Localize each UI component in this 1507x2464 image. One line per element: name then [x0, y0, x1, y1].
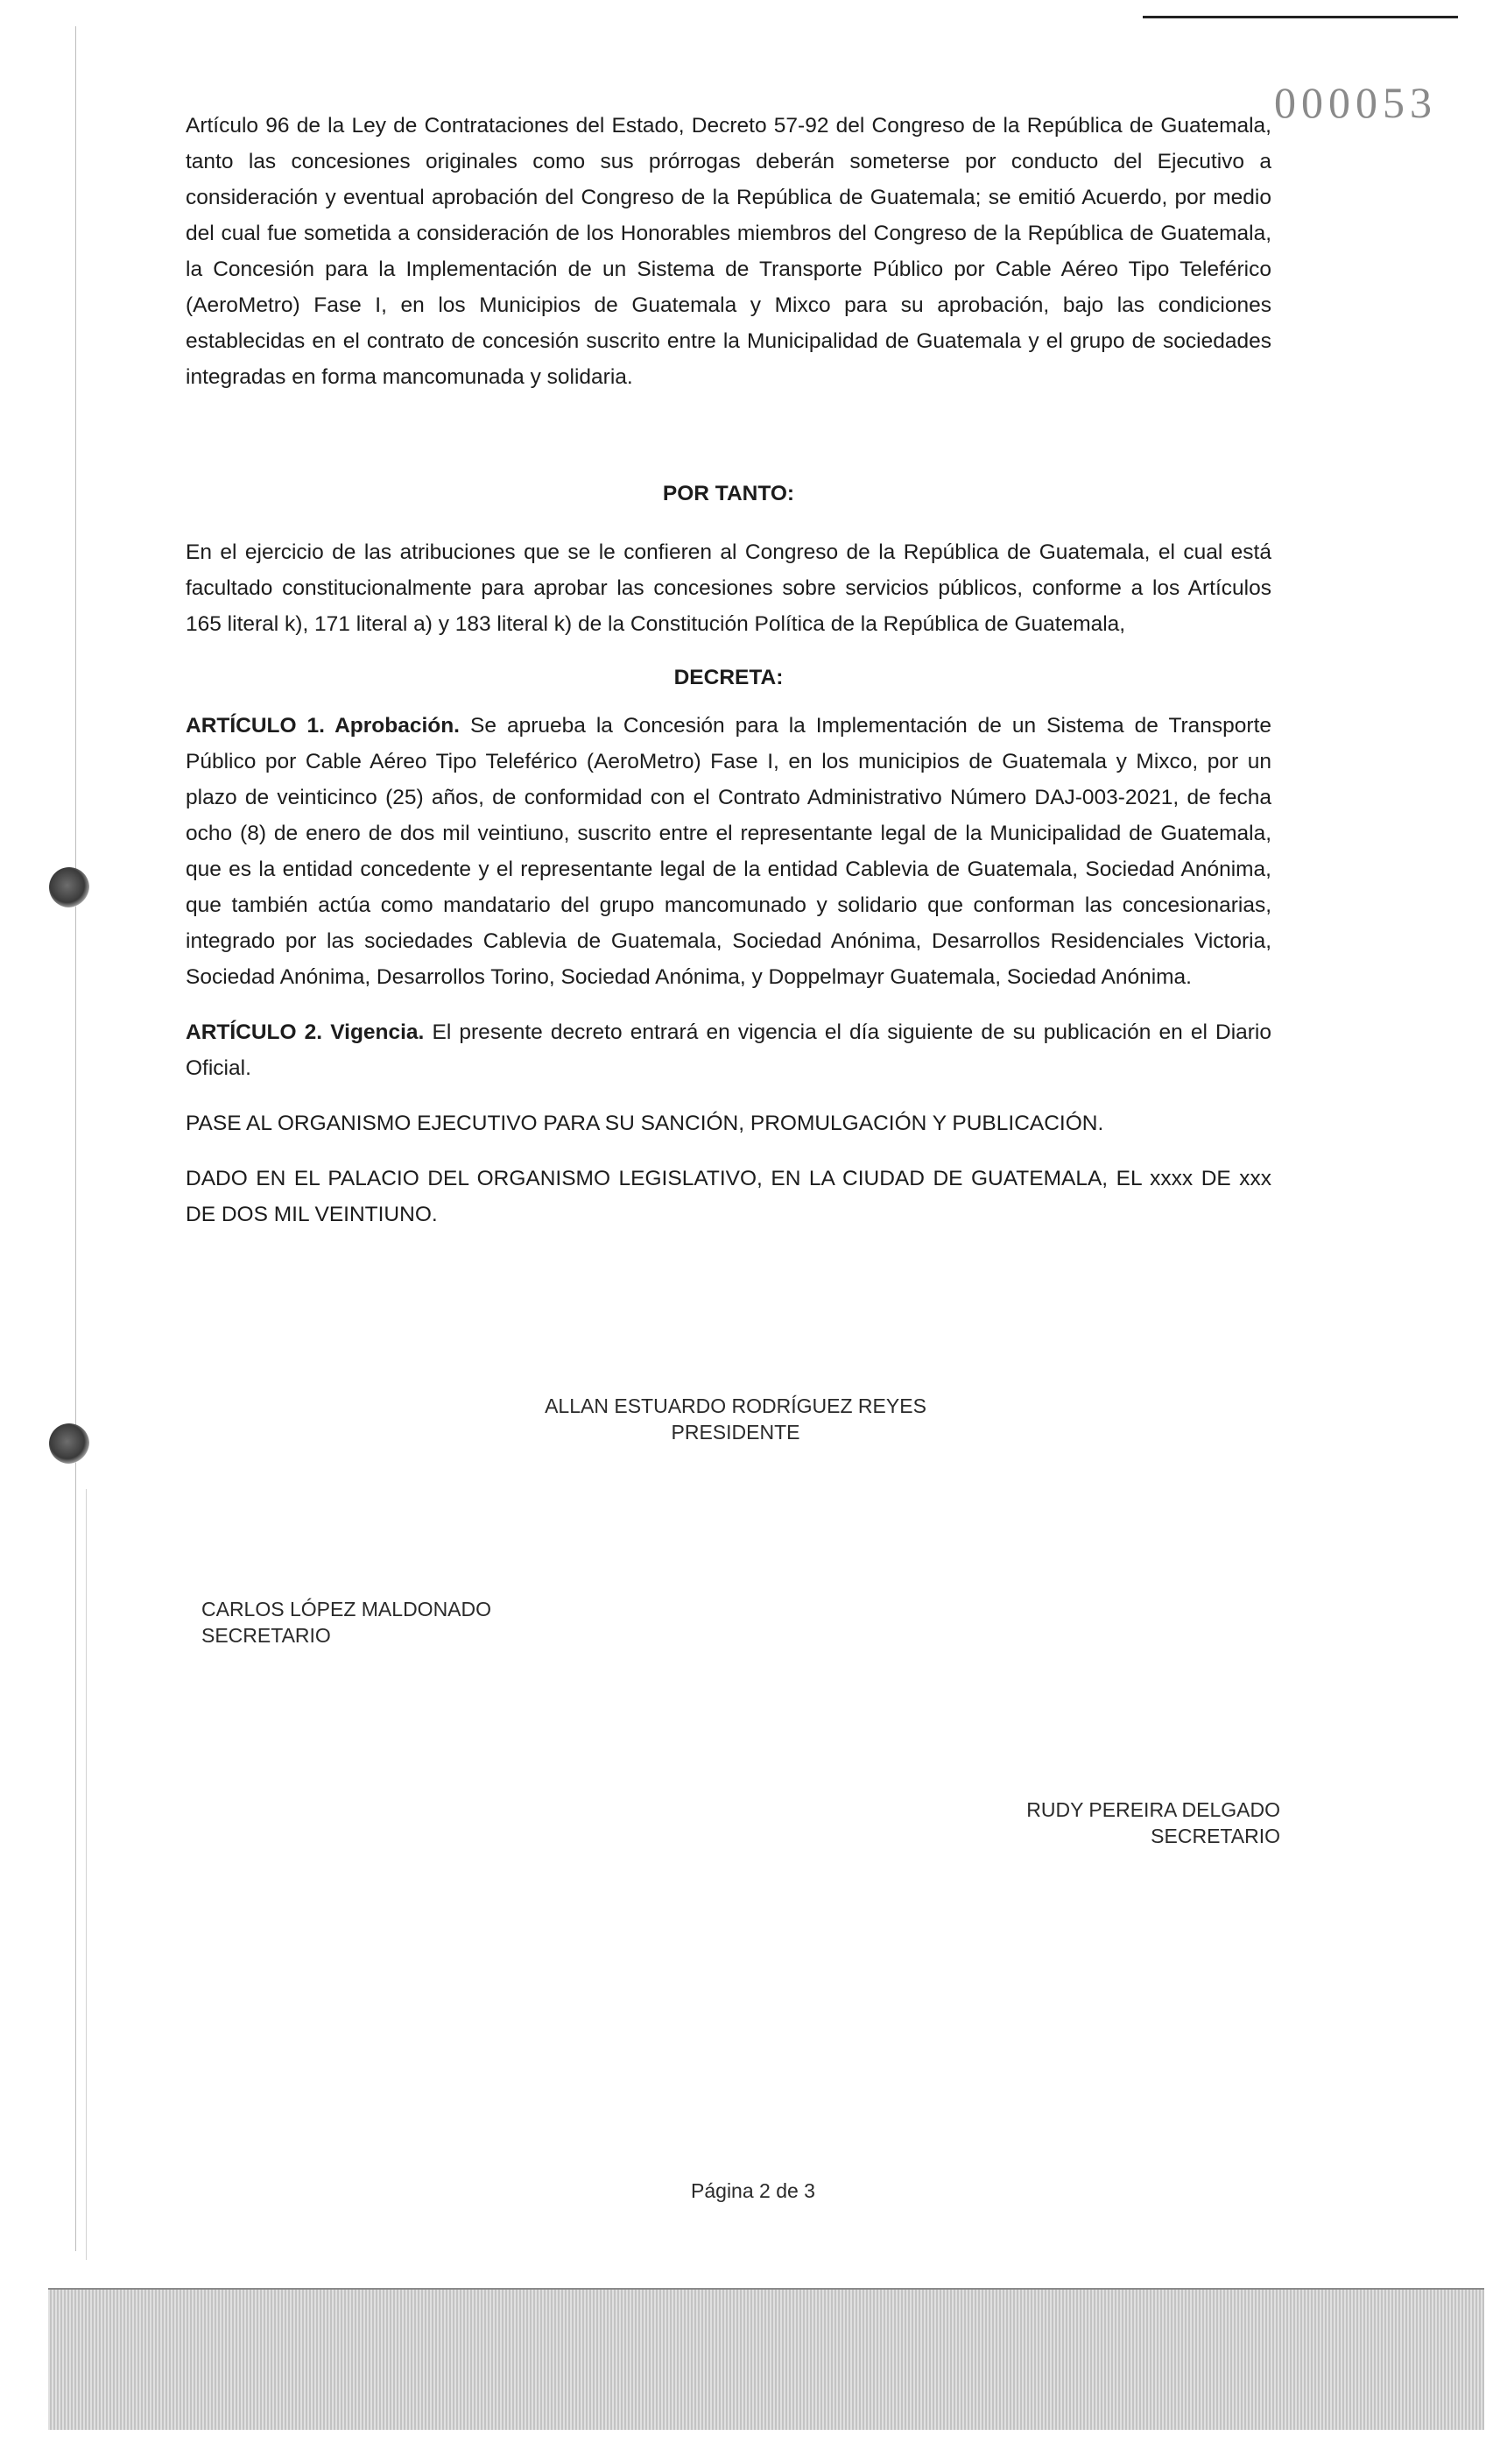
- article-2-text: El presente decreto entrará en vigencia el día siguiente de su publicación en el Diario Oficial.: [186, 1020, 1271, 1080]
- margin-line: [75, 26, 76, 2251]
- article-2: [186, 1014, 1271, 1086]
- pase-line: PASE AL ORGANISMO EJECUTIVO PARA SU SANCIÓN, PROMULGACIÓN Y PUBLICACIÓN.: [186, 1112, 1104, 1135]
- punch-hole-icon: [49, 1423, 89, 1464]
- top-rule: [1143, 16, 1458, 18]
- margin-line-secondary: [86, 1489, 87, 2260]
- president-title: PRESIDENTE: [671, 1421, 800, 1444]
- article-2-title: ARTÍCULO 2. Vigencia.: [186, 1020, 425, 1044]
- article-1-title: ARTÍCULO 1. Aprobación.: [186, 714, 460, 738]
- article-1: [186, 708, 1271, 995]
- dado-line: DADO EN EL PALACIO DEL ORGANISMO LEGISLATIVO, EN LA CIUDAD DE GUATEMALA, EL xxxx DE xxx DE DOS MIL VEINTIUNO.: [186, 1167, 1271, 1226]
- signature-secretary-right: [876, 1797, 1280, 1849]
- por-tanto-heading: POR TANTO:: [662, 482, 795, 505]
- president-name: ALLAN ESTUARDO RODRÍGUEZ REYES: [545, 1394, 926, 1417]
- secretary-right-title: SECRETARIO: [1151, 1825, 1280, 1847]
- secretary-left-name: CARLOS LÓPEZ MALDONADO: [201, 1598, 492, 1620]
- intro-paragraph: Artículo 96 de la Ley de Contrataciones del Estado, Decreto 57-92 del Congreso de la República de Guatemala, tanto las concesiones originales como sus prórrogas deberán someterse por conducto del Ejecutivo a consideración y eventual aprobación del Congreso de la República de Guatemala; se emitió Acuerdo, por medio del cual fue sometida a consideración de los Honorables miembros del Congreso de la República de Guatemala, la Concesión para la Implementación de un Sistema de Transporte Público por Cable Aéreo Tipo Teleférico (AeroMetro) Fase I, en los Municipios de Guatemala y Mixco para su aprobación, bajo las condiciones establecidas en el contrato de concesión suscrito entre la Municipalidad de Guatemala y el grupo de sociedades integradas en forma mancomunada y solidaria.: [186, 114, 1271, 389]
- decreta-heading: DECRETA:: [673, 666, 784, 689]
- page-number: Página 2 de 3: [691, 2179, 815, 2202]
- document-body: [186, 108, 1271, 1232]
- article-1-text: Se aprueba la Concesión para la Implementación de un Sistema de Transporte Público por Cable Aéreo Tipo Teleférico (AeroMetro) Fase I, en los municipios de Guatemala y Mixco, por un plazo de veinticinco (25) años, de conformidad con el Contrato Administrativo Número DAJ-003-2021, de fecha ocho (8) de enero de dos mil veintiuno, suscrito entre el representante legal de la Municipalidad de Guatemala, que es la entidad concedente y el representante legal de la entidad Cablevia de Guatemala, Sociedad Anónima, que también actúa como mandatario del grupo mancomunado y solidario que conforman las concesionarias, integrado por las sociedades Cablevia de Guatemala, Sociedad Anónima, Desarrollos Residenciales Victoria, Sociedad Anónima, Desarrollos Torino, Sociedad Anónima, y Doppelmayr Guatemala, Sociedad Anónima.: [186, 714, 1272, 989]
- secretary-left-title: SECRETARIO: [201, 1624, 331, 1647]
- signature-president: [490, 1393, 981, 1445]
- signature-secretary-left: [201, 1596, 657, 1649]
- folio-stamp: 000053: [1274, 78, 1437, 127]
- secretary-right-name: RUDY PEREIRA DELGADO: [1026, 1798, 1280, 1821]
- por-tanto-paragraph: En el ejercicio de las atribuciones que se le confieren al Congreso de la República de Guatemala, el cual está facultado constitucionalmente para aprobar las concesiones sobre servicios públicos, conforme a los Artículos 165 literal k), 171 literal a) y 183 literal k) de la Constitución Política de la República de Guatemala,: [186, 540, 1271, 636]
- punch-hole-icon: [49, 867, 89, 907]
- scan-edge-band: [48, 2288, 1484, 2430]
